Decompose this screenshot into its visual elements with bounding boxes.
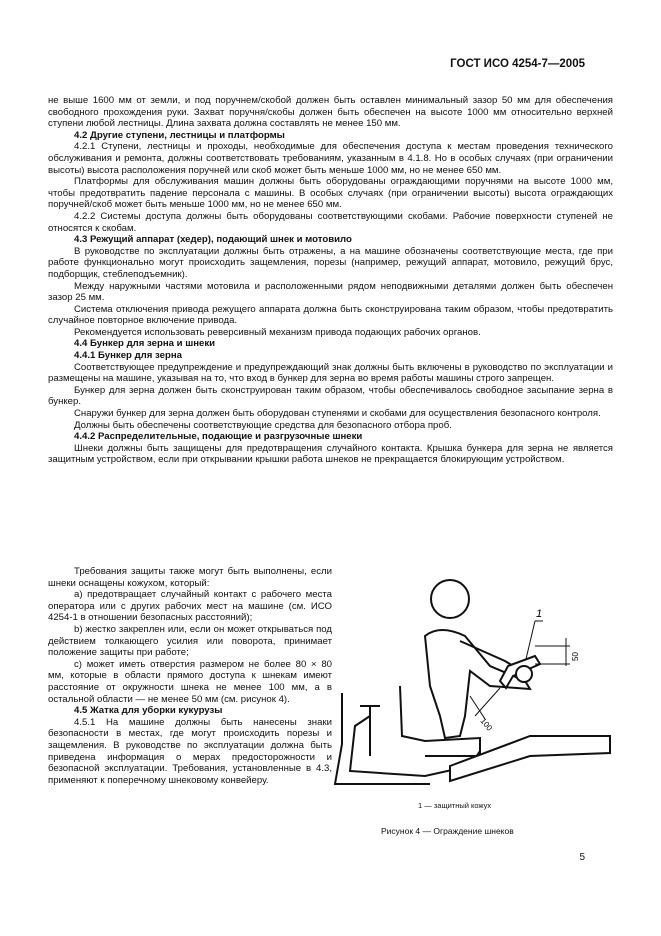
dimension-100: 100 [478, 716, 494, 733]
main-heading: 4.4.2 Распределительные, подающие и разгрузочные шнеки [74, 431, 363, 443]
page-header: ГОСТ ИСО 4254-7—2005 [450, 58, 585, 70]
narrow-paragraph: a) предотвращает случайный контакт с рабочего места оператора или с других рабочих мест на машине (см. ИСО 4254-1 в отношении безопасных расстояний); [48, 589, 332, 624]
main-heading: 4.4 Бункер для зерна и шнеки [74, 338, 216, 350]
dimension-50: 50 [571, 652, 580, 661]
main-paragraph: 4.2.2 Системы доступа должны быть оборудованы соответствующими скобами. Рабочие поверхности ступеней не относятся к скобам. [48, 210, 613, 234]
conveyor [450, 736, 610, 781]
auger [516, 666, 532, 682]
operator-body [425, 630, 530, 738]
figure-caption: Рисунок 4 — Ограждение шнеков [381, 826, 514, 836]
main-heading: 4.3 Режущий аппарат (хедер), подающий шнек и мотовило [74, 234, 352, 246]
label-1-leader [526, 621, 535, 659]
narrow-heading: 4.5 Жатка для уборки кукурузы [74, 705, 223, 717]
main-paragraph: В руководстве по эксплуатации должны быть отражены, а на машине обозначены соответствующие места, где при работе функционально могут происходить защемления, порезы (например, режущий аппарат, мотовило, режущий брус, подборщик, стеблеподъемник). [48, 245, 613, 280]
main-text-column [48, 95, 613, 466]
main-paragraph: Должны быть обеспечены соответствующие средства для безопасного отбора проб. [74, 419, 452, 431]
operator-head [431, 580, 469, 618]
figure-4-auger-guard [330, 566, 620, 836]
main-paragraph: Соответствующее предупреждение и предупреждающий знак должны быть включены в руководство по эксплуатации и размещены на машине, указывая на то, что вход в бункер для зерна во время работы машины строго запрещен. [48, 361, 613, 385]
main-heading: 4.4.1 Бункер для зерна [74, 350, 182, 362]
main-paragraph: Рекомендуется использовать реверсивный механизм привода подающих рабочих органов. [74, 326, 481, 338]
main-paragraph: Между наружными частями мотовила и расположенными рядом неподвижными деталями должен быть обеспечен зазор 25 мм. [48, 280, 613, 304]
narrow-paragraph: 4.5.1 На машине должны быть нанесены знаки безопасности в местах, где могут происходить порезы и защемления. В руководстве по эксплуатации должна быть приведена информация о мерах предосторожности и безопасной эксплуатации. Требования, установленные в 4.3, применяют к поперечному шнековому конвейеру. [48, 716, 332, 786]
main-paragraph: не выше 1600 мм от земли, и под поручнем/скобой должен быть оставлен минимальный зазор 50 мм для обеспечения свободного прохождения руки. Захват поручня/скобы должен быть обеспечен на высоте 1000 мм относительно верхней ступени любой лестницы. Длина захвата должна составлять не менее 150 мм. [48, 95, 613, 130]
figure-legend: 1 — защитный кожух [418, 801, 492, 810]
main-heading: 4.2 Другие ступени, лестницы и платформы [74, 129, 285, 141]
main-paragraph: Платформы для обслуживания машин должны быть оборудованы ограждающими поручнями на высоте 1000 мм, чтобы предотвратить падение персонала с машины. В особых случаях (при ограничении высоты) высота ограждающих поручней/скоб может быть меньше 1000 мм, но не менее 650 мм. [48, 176, 613, 211]
main-paragraph: Снаружи бункер для зерна должен быть оборудован ступенями и скобами для осуществления безопасного контроля. [74, 408, 601, 420]
main-paragraph: 4.2.1 Ступени, лестницы и проходы, необходимые для обеспечения доступа к местам проведения технического обслуживания и ремонта, должны соответствовать требованиям, указанным в 4.1.8. Но в особых случаях (при ограничении высоты) высота расположения поручней или скоб может быть меньше 1000 мм, но не менее 650 мм. [48, 141, 613, 176]
page-number: 5 [579, 852, 585, 863]
narrow-paragraph: Требования защиты также могут быть выполнены, если шнеки оснащены кожухом, который: [48, 566, 332, 589]
main-paragraph: Шнеки должны быть защищены для предотвращения случайного контакта. Крышка бункера для зерна не является защитным устройством, если при открывании крышки работа шнеков не прекращается блокирующим устройством. [48, 442, 613, 466]
main-paragraph: Бункер для зерна должен быть сконструирован таким образом, чтобы обеспечивалось свободное засыпание зерна в бункер. [48, 384, 613, 408]
narrow-text-column [48, 566, 332, 786]
narrow-paragraph: b) жестко закреплен или, если он может открываться под действием толкающего усилия или поворота, принимает положение защиты при работе; [48, 623, 332, 659]
main-paragraph: Система отключения привода режущего аппарата должна быть сконструирована таким образом, чтобы предотвратить случайное повторное включение привода. [48, 303, 613, 327]
narrow-paragraph: c) может иметь отверстия размером не более 80 × 80 мм, которые в области прямого доступа к шнекам имеют расстояние от окружности шнека не менее 100 мм, а в остальной области — не менее 50 мм (см. рисунок 4). [48, 658, 332, 705]
label-1: 1 [536, 608, 543, 620]
auger-guard-drawing [330, 566, 620, 801]
